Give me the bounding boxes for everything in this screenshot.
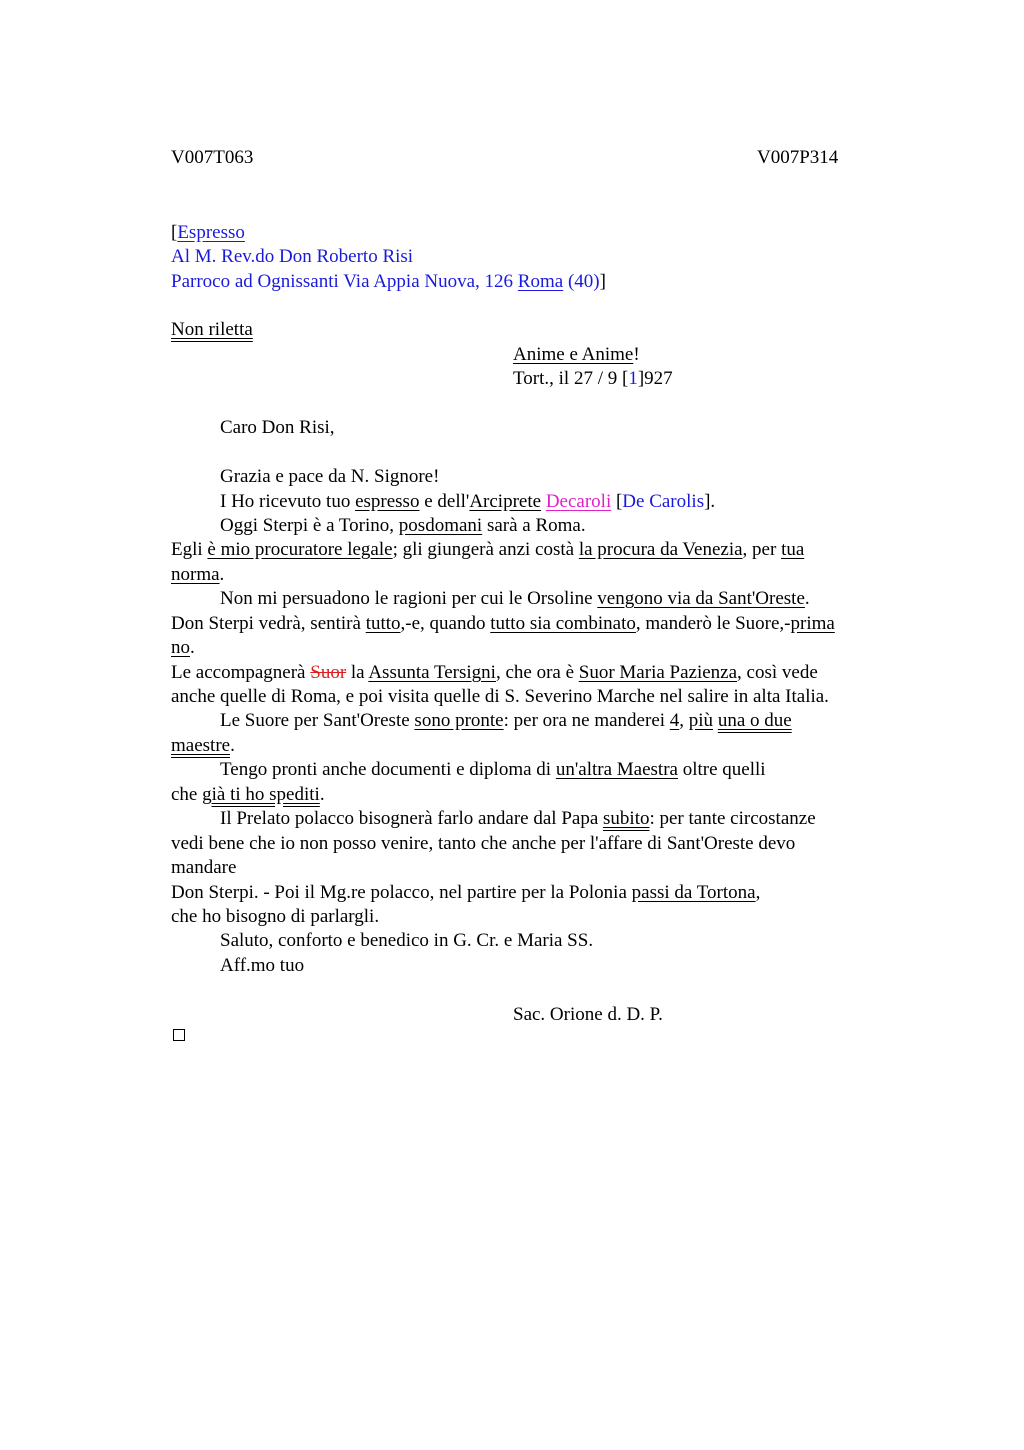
text-segment: [ <box>611 491 623 512</box>
text-segment: Don Sterpi. - Poi il Mg.re polacco, nel partire per la Polonia <box>171 882 632 903</box>
text-segment: . <box>219 564 225 585</box>
signature: Sac. Orione d. D. P. <box>513 1004 663 1025</box>
phrase-gia-spediti: già ti ho spediti <box>202 784 320 805</box>
text-segment: . <box>190 637 195 658</box>
word-tutto: tutto <box>365 613 401 634</box>
date-a: Tort., il 27 / 9 [ <box>513 368 629 389</box>
line-grazia: Grazia e pace da N. Signore! <box>220 466 440 487</box>
line-norma <box>171 563 224 587</box>
text-segment: Don Sterpi vedrà, sentirà <box>171 613 366 634</box>
text-segment: Le Suore per Sant'Oreste <box>220 710 415 731</box>
line-prelato <box>220 807 816 831</box>
text-segment: , <box>755 882 761 903</box>
line-maestre <box>171 734 235 758</box>
text-segment: Tengo pronti anche documenti e diploma di <box>220 759 556 780</box>
date-line <box>513 367 673 391</box>
line-oggi <box>220 514 586 538</box>
line-ricevuto <box>220 490 715 514</box>
struck-word-suor: Suor <box>310 662 347 683</box>
espresso-link[interactable]: Espresso <box>177 222 245 243</box>
address-line-3 <box>171 270 606 294</box>
line-vedi: vedi bene che io non posso venire, tanto che anche per l'affare di Sant'Oreste devo <box>171 833 796 854</box>
motto <box>513 343 640 367</box>
line-mandare: mandare <box>171 857 237 878</box>
bracket-close: ] <box>599 271 606 292</box>
text-segment: , così vede <box>737 662 818 683</box>
line-suore <box>220 709 792 733</box>
address-line-1 <box>171 221 245 245</box>
date-editor-digit: 1 <box>628 368 638 389</box>
motto-text: Anime e Anime <box>513 344 634 365</box>
number-4: 4 <box>669 710 680 731</box>
text-segment: ,-e, quando <box>400 613 491 634</box>
text-segment: . <box>230 735 235 756</box>
text-segment: che <box>171 784 203 805</box>
text-segment: la <box>346 662 369 683</box>
phrase-vengono-via: vengono via da Sant'Oreste <box>597 588 805 609</box>
line-saluto: Saluto, conforto e benedico in G. Cr. e Maria SS. <box>220 930 594 951</box>
text-segment: Non mi persuadono le ragioni per cui le Orsoline <box>220 588 598 609</box>
word-prima: prima <box>790 613 835 634</box>
line-egli <box>171 538 804 562</box>
address-line-2: Al M. Rev.do Don Roberto Risi <box>171 246 414 267</box>
motto-bang: ! <box>633 344 640 365</box>
word-no: no <box>171 637 190 658</box>
doc-code-right: V007P314 <box>757 147 839 168</box>
text-segment: Oggi Sterpi è a Torino, <box>220 515 399 536</box>
phrase-procura-venezia: la procura da Venezia <box>578 539 743 560</box>
line-bisogno: che ho bisogno di parlargli. <box>171 906 380 927</box>
phrase-altra-maestra: un'altra Maestra <box>555 759 678 780</box>
text-segment: . <box>804 588 810 609</box>
text-segment: : per tante circostanze <box>649 808 816 829</box>
word-arciprete: Arciprete <box>469 491 542 512</box>
text-segment: ]. <box>704 491 716 512</box>
word-subito: subito <box>603 808 650 829</box>
text-segment: , manderò le Suore,- <box>635 613 791 634</box>
line-tengo <box>220 758 766 782</box>
text-segment: , che ora è <box>495 662 579 683</box>
text-segment: Le accompagnerà <box>171 662 311 683</box>
salutation: Caro Don Risi, <box>220 417 335 438</box>
word-norma: norma <box>171 564 220 585</box>
text-segment: I Ho ricevuto tuo <box>220 491 356 512</box>
word-tua: tua <box>781 539 805 560</box>
phrase-una-o-due: una o due <box>717 710 792 731</box>
editor-de-carolis: De Carolis <box>622 491 705 512</box>
line-non-persuadono <box>220 587 810 611</box>
phrase-sono-pronte: sono pronte <box>414 710 504 731</box>
phrase-passi-tortona: passi da Tortona <box>631 882 756 903</box>
bracket-open: [ <box>171 222 178 243</box>
name-decaroli[interactable]: Decaroli <box>545 491 612 512</box>
name-maria-pazienza: Suor Maria Pazienza <box>578 662 738 683</box>
address-street: Parroco ad Ognissanti Via Appia Nuova, 126 <box>171 271 518 292</box>
date-c: ]927 <box>637 368 673 389</box>
line-no <box>171 636 195 660</box>
text-segment: Il Prelato polacco bisognerà farlo andare dal Papa <box>220 808 604 829</box>
word-espresso: espresso <box>355 491 420 512</box>
end-square-icon <box>173 1029 185 1041</box>
note-non-riletta: Non riletta <box>171 319 253 340</box>
word-maestre: maestre <box>171 735 231 756</box>
text-segment: Egli <box>171 539 208 560</box>
line-anche: anche quelle di Roma, e poi visita quelle di S. Severino Marche nel salire in alta Italia. <box>171 686 829 707</box>
word-piu: più <box>688 710 714 731</box>
name-assunta-tersigni: Assunta Tersigni <box>368 662 496 683</box>
text-segment: : per ora ne manderei <box>503 710 670 731</box>
word-posdomani: posdomani <box>398 515 483 536</box>
line-che <box>171 783 325 807</box>
text-segment: ; gli giungerà anzi costà <box>392 539 579 560</box>
line-don-sterpi-poi <box>171 881 760 905</box>
line-accompagnera <box>171 661 818 685</box>
text-segment: e dell' <box>419 491 470 512</box>
address-code: (40) <box>563 271 600 292</box>
phrase-tutto-combinato: tutto sia combinato <box>490 613 636 634</box>
text-segment: . <box>319 784 325 805</box>
roma-link[interactable]: Roma <box>517 271 564 292</box>
line-don-sterpi <box>171 612 835 636</box>
line-affmo: Aff.mo tuo <box>220 955 305 976</box>
text-segment: , <box>679 710 689 731</box>
doc-code-left: V007T063 <box>171 147 254 168</box>
text-segment: oltre quelli <box>677 759 766 780</box>
text-segment: sarà a Roma. <box>482 515 586 536</box>
text-segment: , per <box>742 539 782 560</box>
phrase-procuratore: è mio procuratore legale <box>207 539 393 560</box>
